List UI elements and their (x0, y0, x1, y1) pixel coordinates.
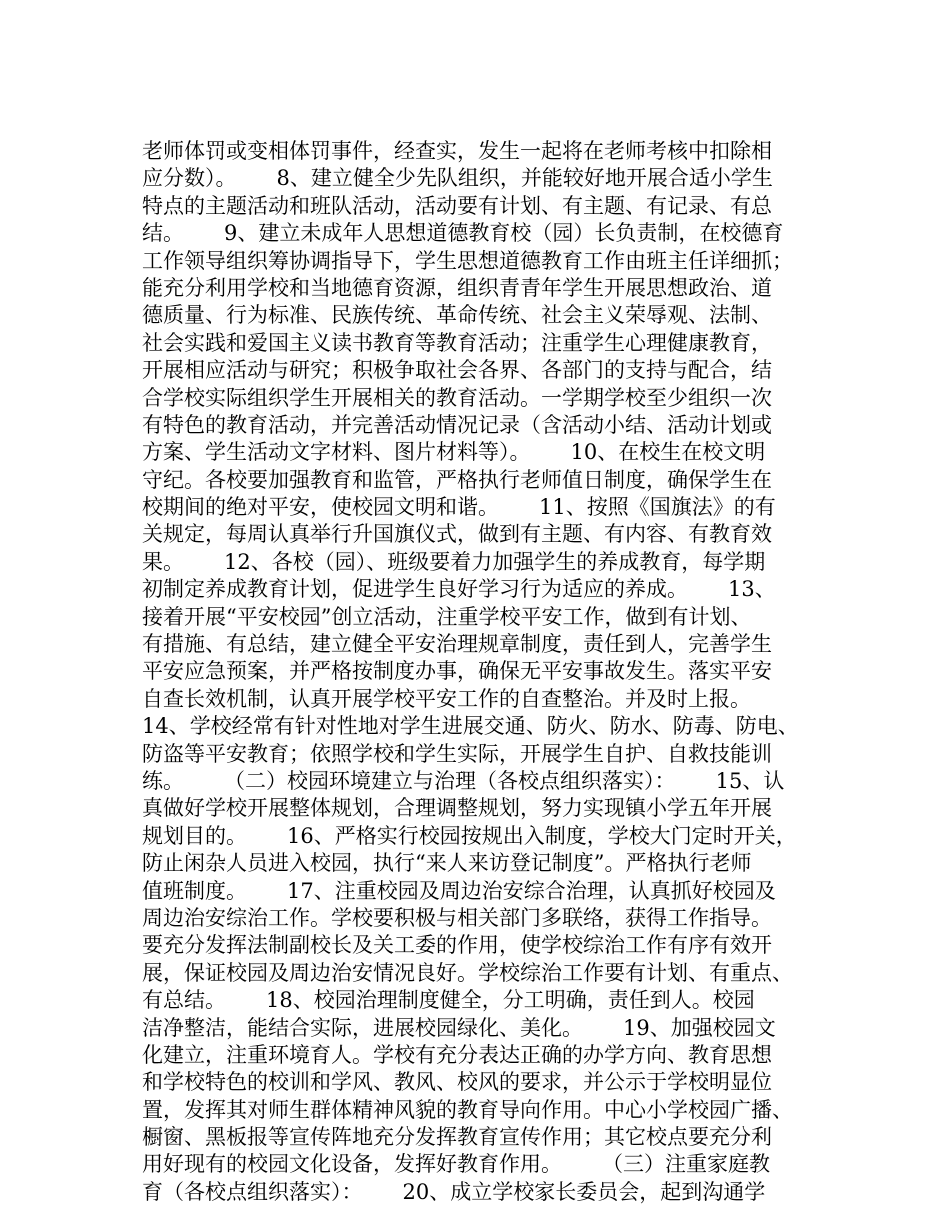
text-line: 练。 （二）校园环境建立与治理（各校点组织落实）： 15、认 (142, 768, 785, 793)
text-line: 真做好学校开展整体规划，合理调整规划，努力实现镇小学五年开展 (142, 796, 772, 821)
text-line: 老师体罚或变相体罚事件，经查实，发生一起将在老师考核中扣除相 (142, 139, 772, 163)
text-line: 社会实践和爱国主义读书教育等教育活动；注重学生心理健康教育， (142, 330, 772, 355)
text-line: 自查长效机制，认真开展学校平安工作的自查整治。并及时上报。 (142, 686, 751, 711)
text-line: 校期间的绝对平安，使校园文明和谐。 11、按照《国旗法》的有 (142, 495, 776, 520)
text-line: 有总结。 18、校园治理制度健全，分工明确，责任到人。校园 (142, 988, 755, 1013)
text-line: 果。 12、各校（园）、班级要着力加强学生的养成教育，每学期 (142, 549, 766, 574)
text-line: 初制定养成教育计划，促进学生良好学习行为适应的养成。 13、 (142, 577, 776, 602)
text-line: 接着开展“平安校园”创立活动，注重学校平安工作，做到有计划、 (142, 604, 752, 629)
text-line: 守纪。各校要加强教育和监管，严格执行老师值日制度，确保学生在 (142, 467, 772, 492)
text-line: 要充分发挥法制副校长及关工委的作用，使学校综治工作有序有效开 (142, 933, 772, 958)
text-line: 结。 9、建立未成年人思想道德教育校（园）长负责制，在校德育 (142, 221, 784, 246)
text-line: 方案、学生活动文字材料、图片材料等）。 10、在校生在校文明 (142, 440, 766, 465)
text-line: 洁净整洁，能结合实际，进展校园绿化、美化。 19、加强校园文 (142, 1015, 776, 1040)
text-line: 有措施、有总结，建立健全平安治理规章制度，责任到人，完善学生 (142, 632, 772, 657)
text-line: 平安应急预案，并严格按制度办事，确保无平安事故发生。落实平安 (142, 659, 772, 684)
text-line: 和学校特色的校训和学风、教风、校风的要求，并公示于学校明显位 (142, 1070, 772, 1095)
text-line: 橱窗、黑板报等宣传阵地充分发挥教育宣传作用；其它校点要充分利 (142, 1125, 772, 1150)
text-line: 工作领导组织筹协调指导下，学生思想道德教育工作由班主任详细抓； (142, 248, 793, 273)
text-line: 应分数）。 8、建立健全少先队组织，并能较好地开展合适小学生 (142, 166, 773, 191)
text-line: 14、学校经常有针对性地对学生进展交通、防火、防水、防毒、防电、 (142, 714, 799, 739)
text-line: 周边治安综治工作。学校要积极与相关部门多联络，获得工作指导。 (142, 905, 772, 930)
text-line: 用好现有的校园文化设备，发挥好教育作用。 （三）注重家庭教 (142, 1152, 771, 1177)
text-line: 特点的主题活动和班队活动，活动要有计划、有主题、有记录、有总 (142, 193, 772, 218)
body-text (142, 138, 832, 1206)
text-line: 开展相应活动与研究；积极争取社会各界、各部门的支持与配合，结 (142, 358, 772, 383)
text-line: 关规定，每周认真举行升国旗仪式，做到有主题、有内容、有教育效 (142, 522, 772, 547)
text-line: 置，发挥其对师生群体精神风貌的教育导向作用。中心小学校园广播、 (142, 1097, 793, 1122)
text-line: 值班制度。 17、注重校园及周边治安综合治理，认真抓好校园及 (142, 878, 776, 903)
text-line: 展，保证校园及周边治安情况良好。学校综治工作要有计划、有重点、 (142, 960, 793, 985)
text-line: 能充分利用学校和当地德育资源，组织青青年学生开展思想政治、道 (142, 275, 772, 300)
text-line: 规划目的。 16、严格实行校园按规出入制度，学校大门定时开关， (142, 823, 797, 848)
text-line: 合学校实际组织学生开展相关的教育活动。一学期学校至少组织一次 (142, 385, 772, 410)
text-line: 防止闲杂人员进入校园，执行“来人来访登记制度”。严格执行老师 (142, 851, 752, 876)
text-line: 育（各校点组织落实）： 20、成立学校家长委员会，起到沟通学 (142, 1179, 766, 1204)
text-line: 防盗等平安教育；依照学校和学生实际，开展学生自护、自救技能训 (142, 741, 772, 766)
text-line: 德质量、行为标准、民族传统、革命传统、社会主义荣辱观、法制、 (142, 303, 772, 328)
text-line: 化建立，注重环境育人。学校有充分表达正确的办学方向、教育思想 (142, 1042, 772, 1067)
text-line: 有特色的教育活动，并完善活动情况记录（含活动小结、活动计划或 (142, 412, 772, 437)
